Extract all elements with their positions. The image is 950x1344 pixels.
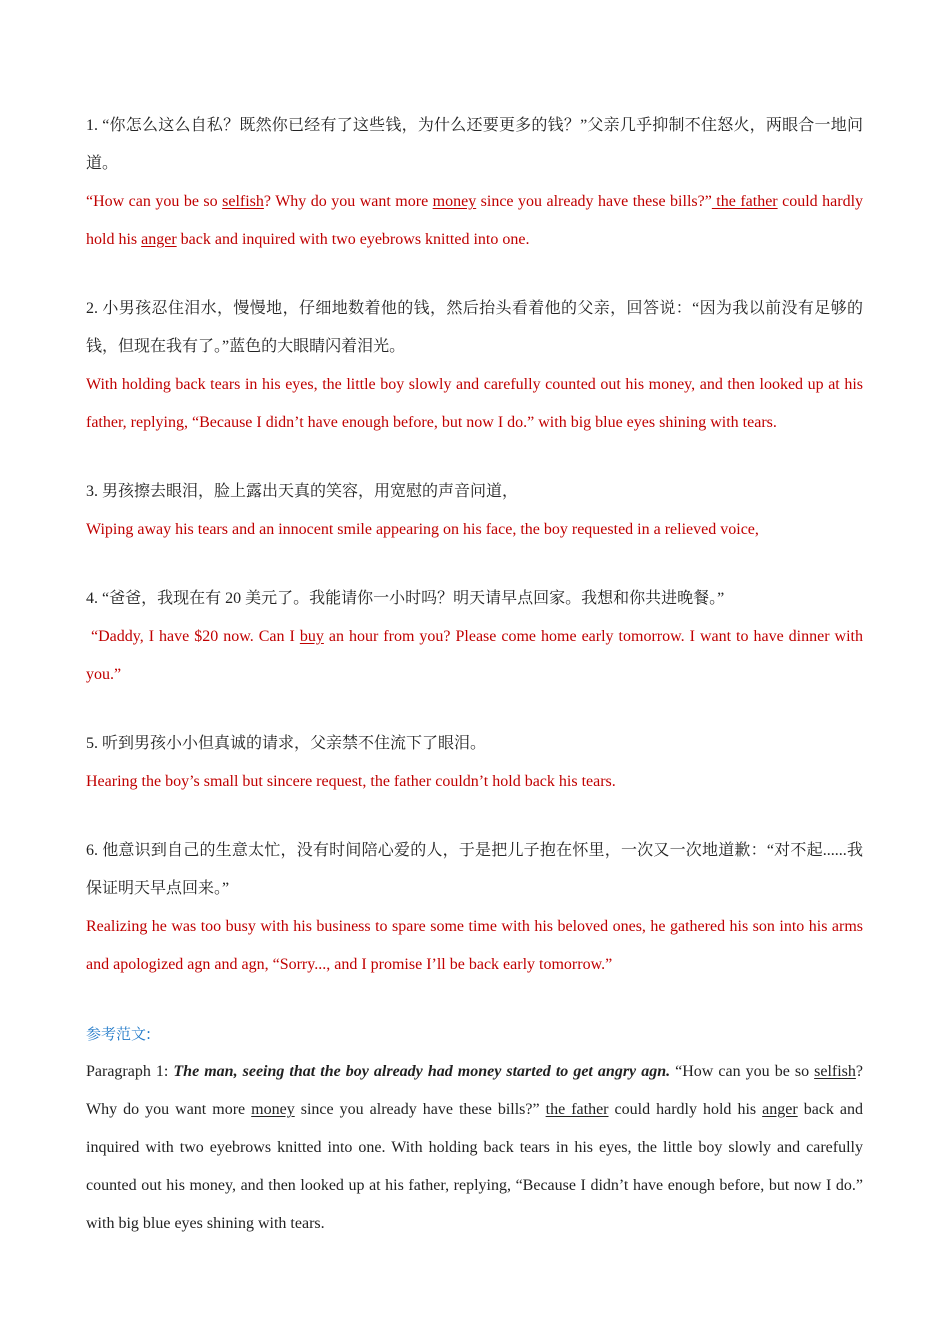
underlined-word: money bbox=[251, 1101, 295, 1118]
text-run: “How can you be so bbox=[670, 1063, 815, 1080]
reference-paragraph bbox=[86, 1053, 863, 1243]
item-1-chinese: 1. “你怎么这么自私？既然你已经有了这些钱，为什么还要更多的钱？”父亲几乎抑制不住怒火，两眼合一地问道。 bbox=[86, 117, 863, 172]
text-run: ? Why do you want more bbox=[86, 1063, 864, 1118]
underlined-word: buy bbox=[299, 628, 324, 645]
item-4-chinese: 4. “爸爸，我现在有 20 美元了。我能请你一小时吗？明天请早点回家。我想和你共进晚餐。” bbox=[86, 590, 725, 607]
underlined-word: the father bbox=[545, 1101, 609, 1118]
item-2 bbox=[86, 290, 863, 442]
item-3-english: Wiping away his tears and an innocent smile appearing on his face, the boy requested in a relieved voice, bbox=[86, 521, 759, 538]
item-2-english: With holding back tears in his eyes, the little boy slowly and carefully counted out his money, and then looked up at his father, replying, “Because I didn’t have enough before, but now I do.” with big blue eyes shining with tears. bbox=[86, 376, 863, 431]
item-1-english bbox=[86, 183, 863, 259]
underlined-word: money bbox=[432, 193, 477, 210]
item-2-chinese: 2. 小男孩忍住泪水，慢慢地，仔细地数着他的钱，然后抬头看着他的父亲，回答说：“因为我以前没有足够的钱，但现在我有了。”蓝色的大眼睛闪着泪光。 bbox=[86, 300, 863, 355]
text-run: since you already have these bills?” bbox=[476, 193, 712, 210]
underlined-word: anger bbox=[141, 231, 177, 248]
text-run: back and inquired with two eyebrows knitted into one. With holding back tears in his eyes, the little boy slowly and carefully counted out his money, and then looked up at his father, replying, “Because I didn’t have enough before, but now I do.” with big blue eyes shining with tears. bbox=[86, 1101, 864, 1232]
text-run: an hour from you? Please come home early tomorrow. I want to have dinner with you.” bbox=[86, 628, 864, 683]
underlined-word: selfish bbox=[222, 193, 264, 210]
text-run: “Daddy, I have $20 now. Can I bbox=[86, 628, 300, 645]
reference-title: 参考范文: bbox=[86, 1025, 152, 1043]
text-run: since you already have these bills?” bbox=[294, 1101, 546, 1118]
text-run: back and inquired with two eyebrows knitted into one. bbox=[176, 231, 530, 248]
item-1 bbox=[86, 107, 863, 259]
item-6 bbox=[86, 832, 863, 984]
item-4-english bbox=[86, 618, 863, 694]
item-4 bbox=[86, 580, 863, 694]
item-5-english: Hearing the boy’s small but sincere request, the father couldn’t hold back his tears. bbox=[86, 773, 616, 790]
item-3-chinese: 3. 男孩擦去眼泪，脸上露出天真的笑容，用宽慰的声音问道， bbox=[86, 483, 519, 500]
bold-italic-sentence: The man, seeing that the boy already had money started to get angry agn. bbox=[173, 1063, 671, 1080]
item-6-english: Realizing he was too busy with his business to spare some time with his beloved ones, he gathered his son into his arms and apologized agn and agn, “Sorry..., and I promise I’ll be back early tomorrow.” bbox=[86, 918, 863, 973]
item-6-chinese: 6. 他意识到自己的生意太忙，没有时间陪心爱的人，于是把儿子抱在怀里，一次又一次地道歉：“对不起......我保证明天早点回来。” bbox=[86, 842, 863, 897]
text-run: ? Why do you want more bbox=[263, 193, 433, 210]
item-5 bbox=[86, 725, 863, 801]
underlined-word: selfish bbox=[814, 1063, 856, 1080]
paragraph-label: Paragraph 1: bbox=[86, 1063, 174, 1080]
underlined-word: anger bbox=[762, 1101, 798, 1118]
item-3 bbox=[86, 473, 863, 549]
text-run: could hardly hold his bbox=[86, 193, 864, 248]
text-run: “How can you be so bbox=[86, 193, 223, 210]
text-run: could hardly hold his bbox=[608, 1101, 763, 1118]
item-5-chinese: 5. 听到男孩小小但真诚的请求，父亲禁不住流下了眼泪。 bbox=[86, 735, 487, 752]
underlined-word: the father bbox=[711, 193, 778, 210]
